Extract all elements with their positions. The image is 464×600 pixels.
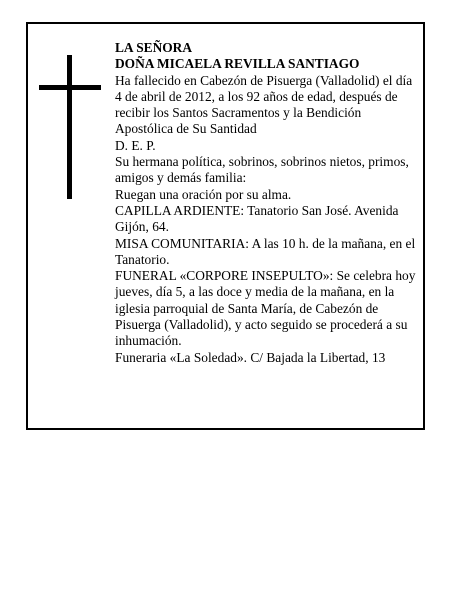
family-line: Su hermana política, sobrinos, sobrinos nietos, primos, amigos y demás familia: bbox=[115, 154, 409, 186]
notice-title: LA SEÑORA bbox=[115, 40, 193, 55]
funeral-home: Funeraria «La Soledad». C/ Bajada la Libertad, 13 bbox=[115, 349, 386, 365]
obituary-notice bbox=[26, 22, 425, 430]
funeral-info: FUNERAL «CORPORE INSEPULTO»: Se celebra hoy jueves, día 5, a las doce y media de la mañana, en la iglesia parroquial de Santa María, de Cabezón de Pisuerga (Valladolid), y acto seguido se procederá a su inhumación. bbox=[115, 268, 416, 349]
deceased-name: DOÑA MICAELA REVILLA SANTIAGO bbox=[115, 56, 360, 72]
mass-info: MISA COMUNITARIA: A las 10 h. de la mañana, en el Tanatorio. bbox=[115, 235, 416, 267]
cross-vertical-bar bbox=[67, 55, 72, 199]
cross-horizontal-bar bbox=[39, 85, 101, 90]
prayer-request: Ruegan una oración por su alma. bbox=[115, 186, 292, 202]
cross-icon bbox=[39, 55, 101, 199]
obituary-text bbox=[115, 40, 420, 366]
chapel-info: CAPILLA ARDIENTE: Tanatorio San José. Avenida Gijón, 64. bbox=[115, 202, 399, 235]
death-announcement: Ha fallecido en Cabezón de Pisuerga (Valladolid) el día 4 de abril de 2012, a los 92 años de edad, después de recibir los Santos Sacramentos y la Bendición Apostólica de Su Santidad bbox=[115, 72, 413, 137]
dep-line: D. E. P. bbox=[115, 137, 156, 153]
